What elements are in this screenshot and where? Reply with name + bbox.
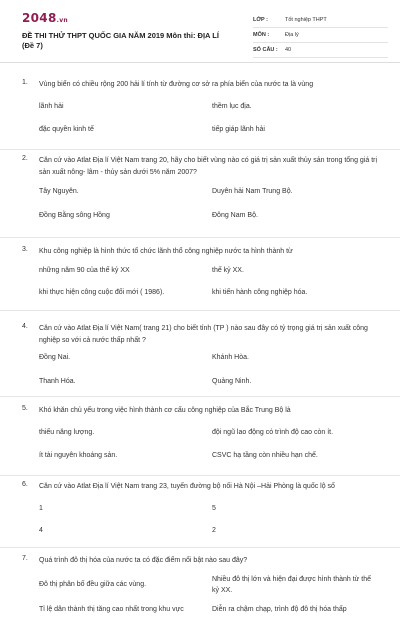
question-text: Khó khăn chủ yếu trong việc hình thành cơ cấu công nghiệp của Bắc Trung Bộ là bbox=[39, 407, 291, 414]
question-text: Căn cứ vào Atlat Địa lí Việt Nam trang 23, tuyến đường bộ nối Hà Nội –Hải Phòng là quốc lộ số bbox=[39, 483, 335, 490]
exam-title bbox=[22, 31, 227, 51]
meta-label-subject: MÔN : bbox=[253, 32, 270, 38]
question-text: Căn cứ vào Atlat Địa lí Việt Nam trang 20, hãy cho biết vùng nào có giá trị sản xuất thủy sản trong tổng giá trị sản xuất nông- lâm - thủy sản dưới 5% năm 2007? bbox=[39, 157, 378, 176]
question-item bbox=[0, 311, 400, 397]
meta-row-subject bbox=[253, 28, 388, 43]
answer-option[interactable]: Nhiều đô thị lớn và hiện đại được hình thành từ thế kỷ XX. bbox=[212, 576, 372, 594]
logo-sub: .vn bbox=[56, 17, 68, 24]
meta-label-question-count: SỐ CÂU : bbox=[253, 47, 278, 53]
question-item bbox=[0, 62, 400, 150]
answer-option[interactable]: 4 bbox=[39, 527, 43, 534]
answer-option[interactable]: Đồng Nai. bbox=[39, 354, 71, 361]
exam-title-line2: (Đề 7) bbox=[22, 41, 43, 50]
meta-value-subject: Địa lý bbox=[285, 32, 299, 38]
meta-value-question-count: 40 bbox=[285, 47, 292, 53]
answer-option[interactable]: 5 bbox=[212, 505, 216, 512]
question-item bbox=[0, 548, 400, 628]
meta-row-class bbox=[253, 13, 388, 28]
site-logo[interactable] bbox=[22, 11, 68, 25]
answer-option[interactable]: Tỉ lệ dân thành thị tăng cao nhất trong khu vực bbox=[39, 606, 184, 613]
answer-option[interactable]: Đông Nam Bộ. bbox=[212, 212, 258, 219]
answer-option[interactable]: Đô thị phân bố đều giữa các vùng. bbox=[39, 581, 147, 588]
meta-value-class: Tốt nghiệp THPT bbox=[285, 17, 327, 23]
answer-option[interactable]: Duyên hải Nam Trung Bộ. bbox=[212, 188, 293, 195]
question-item bbox=[0, 397, 400, 476]
answer-option[interactable]: khi thực hiện công cuộc đổi mới ( 1986). bbox=[39, 289, 165, 296]
logo-main: 2048 bbox=[22, 11, 57, 25]
question-number: 6. bbox=[22, 481, 28, 488]
answer-option[interactable]: Quảng Ninh. bbox=[212, 378, 252, 385]
meta-label-class: LỚP : bbox=[253, 17, 268, 23]
question-text: Vùng biển có chiều rộng 200 hải lí tính từ đường cơ sở ra phía biển của nước ta là vùng bbox=[39, 81, 314, 88]
answer-option[interactable]: ít tài nguyên khoáng sản. bbox=[39, 452, 118, 459]
question-number: 5. bbox=[22, 405, 28, 412]
question-item bbox=[0, 476, 400, 548]
exam-header bbox=[0, 0, 400, 63]
answer-option[interactable]: 1 bbox=[39, 505, 43, 512]
answer-option[interactable]: thế kỷ XX. bbox=[212, 267, 244, 274]
exam-title-line1: ĐỀ THI THỬ THPT QUỐC GIA NĂM 2019 Môn thi: ĐỊA LÍ bbox=[22, 31, 219, 40]
answer-option[interactable]: Khánh Hòa. bbox=[212, 354, 249, 361]
question-text: Căn cứ vào Atlat Địa lí Việt Nam( trang 21) cho biết tỉnh (TP ) nào sau đây có tỷ trọng giá trị sản xuất công nghiệp so với cả nước thấp nhất ? bbox=[39, 325, 368, 344]
question-item bbox=[0, 150, 400, 238]
answer-option[interactable]: 2 bbox=[212, 527, 216, 534]
question-number: 1. bbox=[22, 79, 28, 86]
answer-option[interactable]: CSVC hạ tầng còn nhiều hạn chế. bbox=[212, 452, 318, 459]
answer-option[interactable]: khi tiến hành công nghiệp hóa. bbox=[212, 289, 308, 296]
answer-option[interactable]: Diễn ra chậm chạp, trình độ đô thị hóa thấp bbox=[212, 606, 347, 613]
question-item bbox=[0, 238, 400, 311]
question-number: 2. bbox=[22, 155, 28, 162]
answer-option[interactable]: tiếp giáp lãnh hải bbox=[212, 126, 265, 133]
answer-option[interactable]: thềm lục địa. bbox=[212, 103, 252, 110]
answer-option[interactable]: Đồng Bằng sông Hồng bbox=[39, 212, 110, 219]
answer-option[interactable]: những năm 90 của thế kỷ XX bbox=[39, 267, 130, 274]
exam-meta bbox=[253, 13, 388, 58]
question-text: Khu công nghiệp là hình thức tổ chức lãnh thổ công nghiệp nước ta hình thành từ bbox=[39, 248, 293, 255]
meta-row-question-count bbox=[253, 43, 388, 58]
answer-option[interactable]: thiếu năng lượng. bbox=[39, 429, 95, 436]
answer-option[interactable]: đội ngũ lao động có trình độ cao còn ít. bbox=[212, 429, 334, 436]
question-number: 7. bbox=[22, 555, 28, 562]
question-number: 4. bbox=[22, 323, 28, 330]
question-list bbox=[0, 62, 400, 628]
answer-option[interactable]: Tây Nguyên. bbox=[39, 188, 79, 195]
answer-option[interactable]: đặc quyền kinh tế bbox=[39, 126, 94, 133]
answer-option[interactable]: lãnh hải bbox=[39, 103, 64, 110]
question-number: 3. bbox=[22, 246, 28, 253]
question-text: Quá trình đô thị hóa của nước ta có đặc điểm nổi bật nào sau đây? bbox=[39, 557, 248, 564]
answer-option[interactable]: Thanh Hóa. bbox=[39, 378, 76, 385]
